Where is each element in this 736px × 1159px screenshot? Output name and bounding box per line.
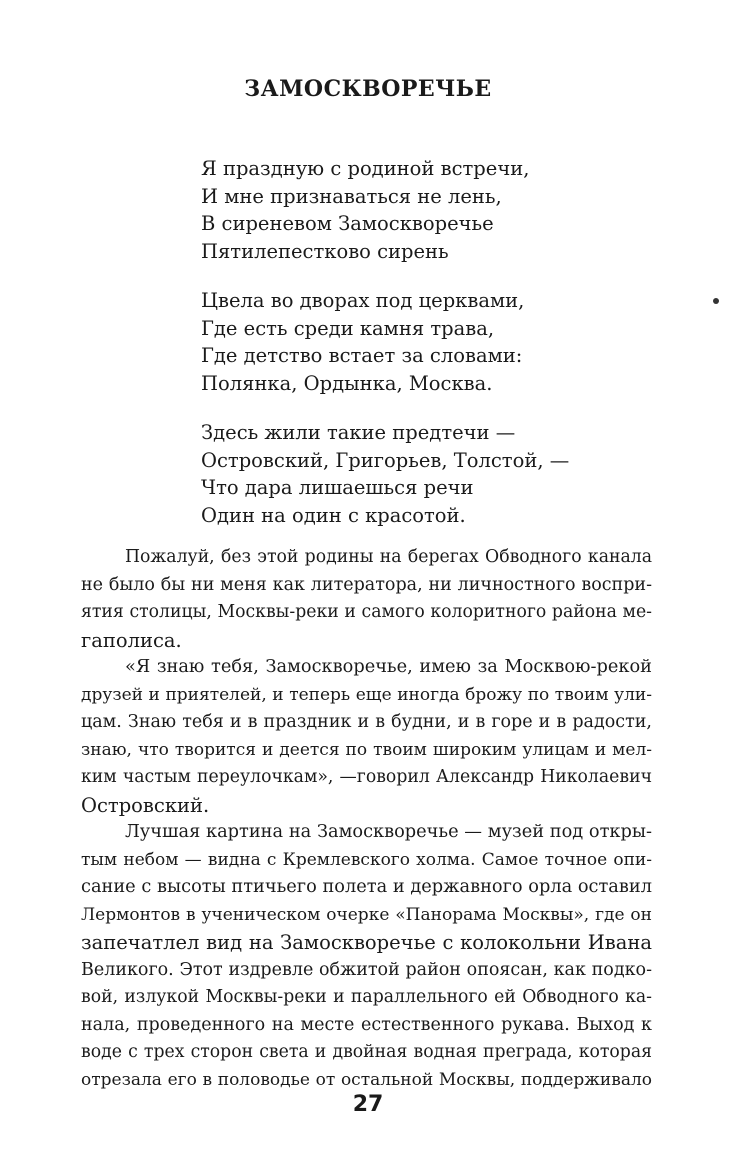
page-number: 27 (352, 1092, 384, 1117)
poem-line: Островский, Григорьев, Толстой, — (201, 448, 570, 472)
poem-line: Один на один с красотой. (201, 503, 466, 527)
paragraph (81, 654, 652, 819)
prose-text (81, 544, 652, 1094)
poem-line: Что дара лишаешься речи (201, 476, 474, 499)
text-line: тым небом — видна с Кремлевского холма. Самое точное опи- (81, 849, 652, 870)
text-line: Лучшая картина на Замоскворечье — музей под откры- (125, 822, 652, 842)
poem-line: Я праздную с родиной встречи, (201, 157, 530, 180)
text-line: вой, излукой Москвы-реки и параллельного ей Обводного ка- (81, 987, 652, 1007)
poem-line: Где есть среди камня трава, (201, 316, 495, 340)
text-line: сание с высоты птичьего полета и державного орла оставил (81, 877, 652, 897)
text-line: Лермонтов в ученическом очерке «Панорама Москвы», где он (81, 904, 652, 925)
print-speck (713, 298, 719, 304)
poem-stanza (201, 419, 621, 529)
poem-line: Пятилепестково сирень (201, 239, 449, 263)
poem-line: Полянка, Ордынка, Москва. (201, 371, 493, 395)
paragraph (81, 819, 652, 1094)
text-line: отрезала его в половодье от остальной Москвы, поддерживало (81, 1069, 652, 1090)
poem-line: Где детство встает за словами: (201, 344, 523, 367)
poem-line: Цвела во дворах под церквами, (201, 289, 525, 312)
text-line: не было бы ни меня как литератора, ни личностного воспри- (81, 574, 652, 595)
poem-line: Здесь жили такие предтечи — (201, 421, 516, 444)
text-line: запечатлел вид на Замоскворечье с колокольни Ивана (81, 931, 652, 954)
text-line: нала, проведенного на месте естественного рукава. Выход к (81, 1014, 652, 1035)
text-line: гаполиса. (81, 628, 182, 652)
text-line: ятия столицы, Москвы-реки и самого колоритного района ме- (81, 602, 652, 622)
text-line: Пожалуй, без этой родины на берегах Обводного канала (125, 547, 652, 567)
chapter-title: ЗАМОСКВОРЕЧЬЕ (244, 76, 492, 102)
text-line: цам. Знаю тебя и в праздник и в будни, и в горе и в радости, (81, 712, 652, 732)
poem-stanza (201, 287, 621, 397)
text-line: знаю, что творится и деется по твоим широким улицам и мел- (81, 739, 652, 760)
paragraph (81, 544, 652, 654)
text-line: друзей и приятелей, и теперь еще иногда брожу по твоим ули- (81, 684, 652, 705)
poem-line: В сиреневом Замоскворечье (201, 212, 494, 235)
text-line: Великого. Этот издревле обжитой район опоясан, как подко- (81, 959, 652, 980)
poem-stanza (201, 155, 621, 265)
text-line: «Я знаю тебя, Замоскворечье, имею за Москвою-рекой (125, 657, 652, 677)
poem-line: И мне признаваться не лень, (201, 184, 502, 208)
text-line: ким частым переулочкам», —говорил Александр Николаевич (81, 767, 652, 787)
text-line: Островский. (81, 793, 210, 817)
text-line: воде с трех сторон света и двойная водная преграда, которая (81, 1042, 652, 1062)
poem (201, 155, 621, 551)
